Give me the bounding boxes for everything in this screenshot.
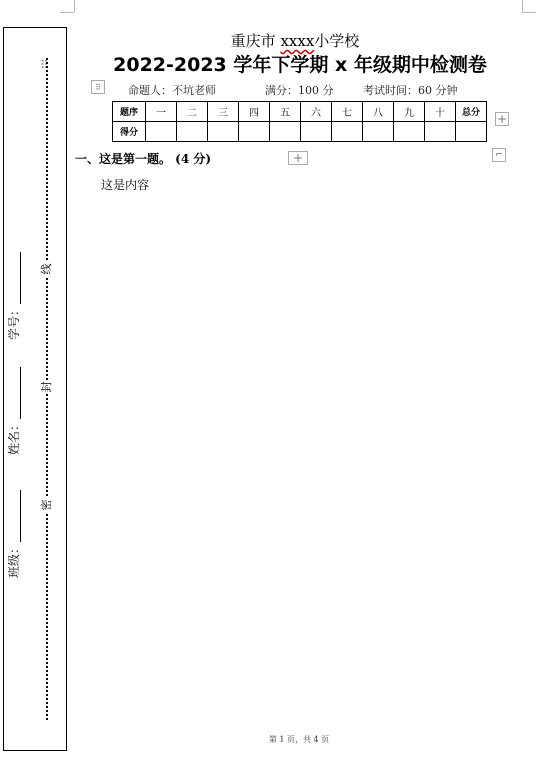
seal-word-seal: 封 (40, 381, 53, 393)
score-cell[interactable] (332, 122, 363, 142)
name-label: 姓名： (7, 418, 21, 455)
score-cell[interactable] (146, 122, 177, 142)
column-header: 九 (394, 102, 425, 122)
layout-options-icon[interactable]: ⌐ (492, 148, 506, 162)
column-header: 五 (270, 102, 301, 122)
seal-word-secret: 密 (40, 499, 53, 511)
school-suffix: 小学校 (314, 32, 360, 50)
setter-label: 命题人：不坑老师 (128, 84, 216, 97)
row-header-question-no: 题序 (113, 102, 146, 122)
score-table (112, 101, 487, 142)
add-row-button[interactable]: + (288, 151, 308, 165)
column-header: 七 (332, 102, 363, 122)
column-header: 三 (208, 102, 239, 122)
score-cell[interactable] (363, 122, 394, 142)
score-cell[interactable] (208, 122, 239, 142)
class-field[interactable] (4, 541, 24, 578)
column-header: 四 (239, 102, 270, 122)
score-cell[interactable] (239, 122, 270, 142)
seal-word-line: 线 (40, 263, 53, 275)
exam-title: 2022-2023 学年下学期 x 年级期中检测卷 (113, 54, 487, 76)
drag-handle-icon[interactable]: ⠿ (40, 58, 48, 72)
table-row (113, 122, 487, 142)
column-header: 八 (363, 102, 394, 122)
column-header: 二 (177, 102, 208, 122)
score-cell[interactable] (425, 122, 456, 142)
score-cell[interactable] (177, 122, 208, 142)
crop-mark (522, 0, 523, 12)
school-name-placeholder[interactable]: xxxx (280, 32, 315, 50)
class-label: 班级： (7, 541, 21, 578)
class-underline (8, 490, 21, 542)
question-heading: 一、这是第一题。 (4 分) (75, 152, 212, 166)
school-prefix: 重庆市 (230, 32, 281, 50)
add-column-button[interactable]: + (496, 112, 508, 126)
score-cell[interactable] (394, 122, 425, 142)
column-header: 十 (425, 102, 456, 122)
total-score-cell[interactable] (456, 122, 487, 142)
crop-mark (60, 12, 74, 13)
row-header-score: 得分 (113, 122, 146, 142)
student-no-label: 学号： (7, 303, 21, 340)
student-no-underline (8, 252, 21, 304)
name-field[interactable] (4, 418, 24, 455)
total-header: 总分 (456, 102, 487, 122)
question-body[interactable]: 这是内容 (101, 178, 150, 192)
score-cell[interactable] (301, 122, 332, 142)
school-title (180, 30, 410, 51)
name-underline (8, 367, 21, 419)
full-score-label: 满分：100 分 (265, 84, 334, 97)
student-no-field[interactable] (4, 303, 24, 340)
table-row (113, 102, 487, 122)
crop-mark (522, 12, 536, 13)
table-move-handle-icon[interactable]: ⠿ (91, 80, 105, 94)
crop-mark (74, 0, 75, 12)
column-header: 六 (301, 102, 332, 122)
column-header: 一 (146, 102, 177, 122)
score-cell[interactable] (270, 122, 301, 142)
exam-time-label: 考试时间：60 分钟 (363, 84, 458, 97)
page-footer: 第 1 页，共 4 页 (268, 735, 330, 744)
